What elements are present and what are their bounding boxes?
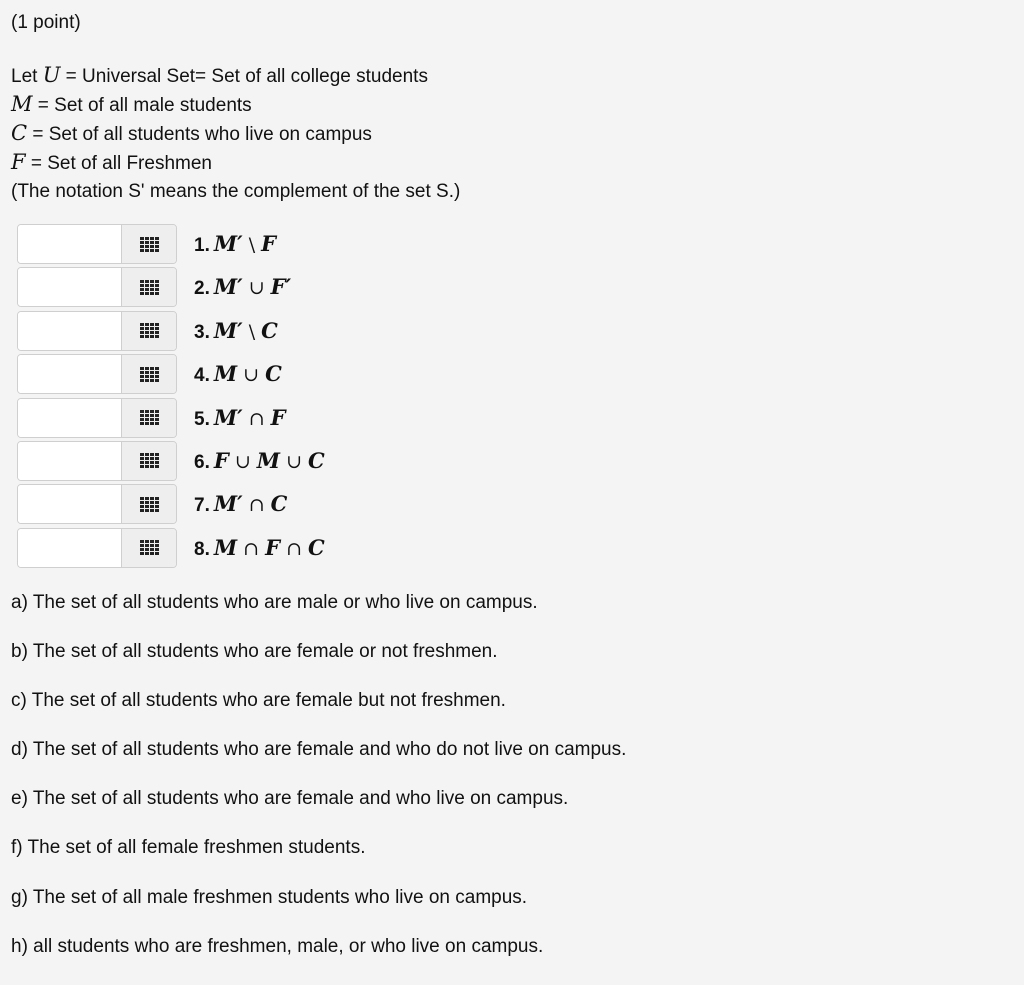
answer-combobox[interactable] [17, 267, 177, 307]
definition-prefix: Let [11, 66, 43, 87]
choice-dropdown-button[interactable] [121, 485, 176, 523]
set-symbol: F [270, 274, 286, 300]
set-symbol: M [213, 534, 238, 560]
set-expression [194, 405, 286, 431]
set-symbol: C [261, 317, 278, 343]
set-symbol: M [213, 361, 238, 387]
set-symbol: U [42, 63, 61, 87]
choice-dropdown-button[interactable] [121, 399, 176, 437]
item-number: 7. [194, 495, 210, 517]
set-symbol: F [265, 534, 281, 560]
complement-mark: ′ [237, 317, 243, 343]
item-number: 8. [194, 538, 210, 560]
definition-text: = Universal Set= Set of all college students [60, 66, 428, 87]
grid-icon [140, 237, 159, 252]
notation-note: (The notation S' means the complement of the set S.) [11, 181, 461, 202]
definition-male [11, 90, 460, 119]
set-expression [194, 274, 291, 300]
set-operator: \ [242, 234, 262, 256]
set-symbol: F [261, 231, 277, 256]
description-b: b) The set of all students who are female or not freshmen. [11, 641, 498, 663]
complement-mark: ′ [237, 491, 243, 517]
choice-dropdown-button[interactable] [121, 312, 176, 350]
description-g: g) The set of all male freshmen students who live on campus. [11, 886, 528, 908]
definition-campus [11, 119, 460, 148]
item-number: 4. [194, 365, 210, 387]
item-number: 6. [194, 451, 210, 473]
definition-text: = Set of all students who live on campus [27, 124, 372, 145]
set-expression [194, 448, 325, 474]
grid-icon [140, 323, 159, 338]
item-number: 5. [194, 408, 210, 430]
set-symbol: F [11, 150, 26, 174]
answer-input[interactable] [18, 312, 122, 350]
answer-input[interactable] [18, 399, 122, 437]
set-definitions [11, 61, 460, 206]
set-symbol: C [308, 447, 325, 473]
set-symbol: C [265, 361, 282, 387]
descriptions-list [11, 592, 626, 985]
set-operator: ∪ [228, 450, 257, 473]
set-symbol: M [11, 92, 33, 116]
set-operator: ∪ [242, 277, 271, 300]
grid-icon [140, 280, 159, 295]
description-d: d) The set of all students who are female and who do not live on campus. [11, 739, 627, 761]
set-expression [194, 491, 287, 517]
answer-input[interactable] [18, 268, 122, 306]
set-symbol: M [256, 447, 281, 473]
set-symbol: F [213, 447, 229, 473]
definition-text: = Set of all Freshmen [25, 153, 212, 174]
answer-combobox[interactable] [17, 311, 177, 351]
set-symbol: M [213, 231, 238, 256]
set-expression [194, 535, 325, 561]
set-symbol: M [213, 404, 238, 430]
grid-icon [140, 540, 159, 555]
answer-combobox[interactable] [17, 484, 177, 524]
item-number: 1. [194, 235, 210, 256]
grid-icon [140, 453, 159, 468]
set-symbol: M [213, 274, 238, 300]
description-a: a) The set of all students who are male or who live on campus. [11, 592, 538, 613]
set-operator: ∩ [280, 537, 309, 560]
set-operator: ∪ [237, 364, 266, 387]
set-symbol: M [213, 491, 238, 517]
answer-input[interactable] [18, 442, 122, 480]
grid-icon [140, 497, 159, 512]
answer-combobox[interactable] [17, 528, 177, 568]
answer-combobox[interactable] [17, 398, 177, 438]
set-symbol: C [270, 491, 288, 517]
complement-mark: ′ [237, 404, 243, 430]
set-expression [194, 318, 278, 344]
grid-icon [140, 367, 159, 382]
definition-freshmen [11, 148, 460, 177]
choice-dropdown-button[interactable] [121, 355, 176, 393]
description-e: e) The set of all students who are female and who live on campus. [11, 788, 569, 810]
description-h: h) all students who are freshmen, male, or who live on campus. [11, 935, 544, 957]
choice-dropdown-button[interactable] [121, 225, 176, 263]
answer-input[interactable] [18, 225, 122, 263]
set-symbol: F [270, 404, 286, 430]
answer-input[interactable] [18, 485, 122, 523]
choice-dropdown-button[interactable] [121, 268, 176, 306]
answer-input[interactable] [18, 529, 122, 567]
set-expression [194, 231, 276, 257]
choice-dropdown-button[interactable] [121, 442, 176, 480]
item-number: 2. [194, 278, 210, 300]
set-symbol: C [11, 121, 28, 145]
set-operator: ∪ [280, 450, 309, 473]
description-c: c) The set of all students who are female but not freshmen. [11, 690, 506, 712]
complement-mark: ′ [237, 274, 243, 300]
set-symbol: M [213, 317, 238, 343]
set-operator: \ [242, 320, 262, 343]
set-operator: ∩ [242, 494, 271, 517]
set-symbol: C [308, 534, 325, 560]
description-f: f) The set of all female freshmen students. [11, 837, 366, 859]
set-expression [194, 361, 282, 387]
set-operator: ∩ [237, 537, 266, 560]
points-label: (1 point) [11, 12, 81, 33]
grid-icon [140, 410, 159, 425]
answer-input[interactable] [18, 355, 122, 393]
set-operator: ∩ [242, 407, 271, 430]
definition-universal [11, 61, 460, 90]
definition-text: = Set of all male students [32, 95, 252, 116]
answer-combobox[interactable] [17, 224, 177, 264]
complement-mark: ′ [237, 231, 243, 256]
answer-combobox[interactable] [17, 441, 177, 481]
item-number: 3. [194, 321, 210, 343]
choice-dropdown-button[interactable] [121, 529, 176, 567]
answer-combobox[interactable] [17, 354, 177, 394]
complement-mark: ′ [285, 274, 292, 300]
